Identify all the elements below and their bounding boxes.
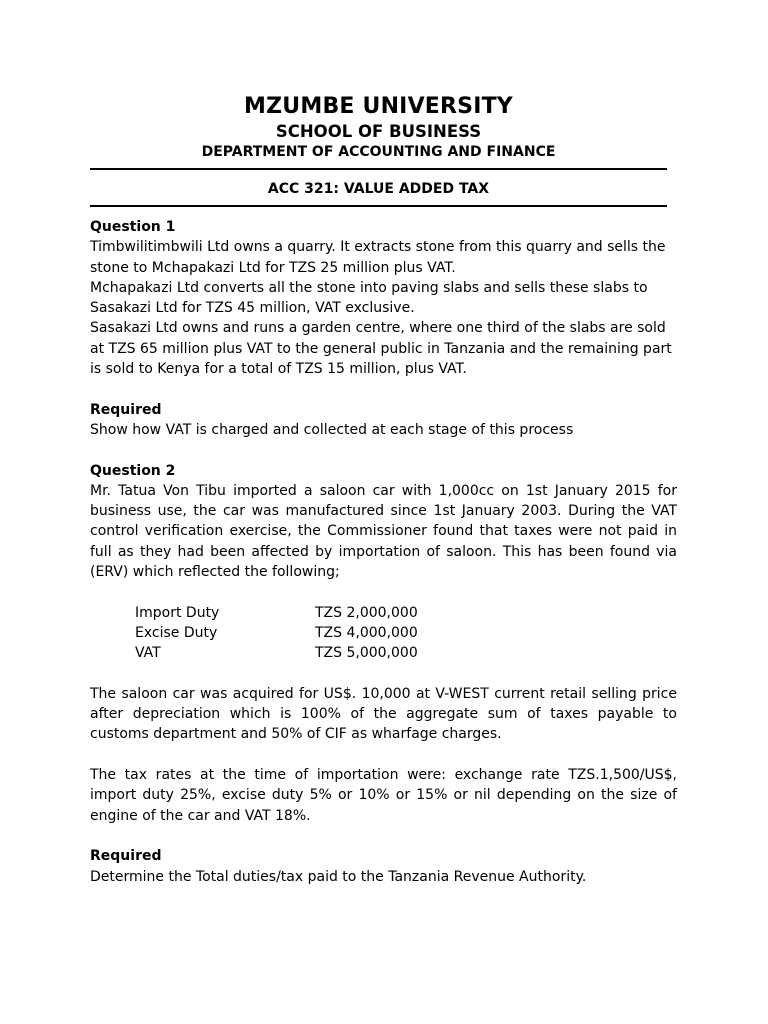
question-2-title: Question 2 xyxy=(90,462,176,479)
question-1-paragraph: Mchapakazi Ltd converts all the stone into paving slabs and sells these slabs to Sasakazi Ltd for TZS 45 million, VAT exclusive. xyxy=(90,279,648,317)
spacer xyxy=(90,440,677,460)
course-title: ACC 321: VALUE ADDED TAX xyxy=(267,181,490,197)
header-rule-bottom xyxy=(90,205,667,207)
question-1-paragraph: Sasakazi Ltd owns and runs a garden centre, where one third of the slabs are sold at TZS 65 million plus VAT to the general public in Tanzania and the remaining part is sold to Kenya for a total of TZS 15 million, plus VAT. xyxy=(90,320,672,378)
department-title: DEPARTMENT OF ACCOUNTING AND FINANCE xyxy=(201,144,556,160)
spacer xyxy=(90,379,677,399)
tax-name: Excise Duty xyxy=(135,624,218,641)
spacer xyxy=(90,745,677,765)
tax-row xyxy=(135,643,677,663)
question-2 xyxy=(90,461,677,887)
header-rule-top xyxy=(90,168,667,170)
tax-name: VAT xyxy=(135,645,161,662)
question-2-required-label: Required xyxy=(90,848,162,865)
tax-amount: TZS 5,000,000 xyxy=(315,645,418,662)
question-1-paragraph: Timbwilitimbwili Ltd owns a quarry. It extracts stone from this quarry and sells the stone to Mchapakazi Ltd for TZS 25 million plus VAT. xyxy=(90,239,666,276)
tax-row xyxy=(135,603,677,623)
tax-amount: TZS 2,000,000 xyxy=(315,604,418,621)
question-2-required-text: Determine the Total duties/tax paid to the Tanzania Revenue Authority. xyxy=(90,868,587,885)
document-body xyxy=(90,217,677,887)
spacer xyxy=(90,664,677,684)
tax-amount: TZS 4,000,000 xyxy=(315,624,418,641)
question-2-paragraph: The saloon car was acquired for US$. 10,000 at V-WEST current retail selling price after depreciation which is 100% of the aggregate sum of taxes payable to customs department and 50% of CIF as wharfage charges. xyxy=(90,685,677,743)
tax-name: Import Duty xyxy=(135,604,220,621)
tax-row xyxy=(135,623,677,643)
question-2-paragraph: The tax rates at the time of importation were: exchange rate TZS.1,500/US$, import duty 25%, excise duty 5% or 10% or 15% or nil depending on the size of engine of the car and VAT 18%. xyxy=(90,767,677,824)
question-2-intro: Mr. Tatua Von Tibu imported a saloon car with 1,000cc on 1st January 2015 for business use, the car was manufactured since 1st January 2003. During the VAT control verification exercise, the Commissioner found that taxes were not paid in full as they had been affected by importation of saloon. This has been found via (ERV) which reflected the following; xyxy=(90,482,677,581)
tax-table xyxy=(135,603,677,664)
question-1 xyxy=(90,217,677,440)
university-title: MZUMBE UNIVERSITY xyxy=(244,94,513,119)
school-title: SCHOOL OF BUSINESS xyxy=(275,122,482,141)
question-1-required-label: Required xyxy=(90,401,162,418)
spacer xyxy=(90,582,677,602)
spacer xyxy=(90,826,677,846)
question-1-required-text: Show how VAT is charged and collected at each stage of this process xyxy=(90,421,574,438)
question-1-title: Question 1 xyxy=(90,219,176,235)
